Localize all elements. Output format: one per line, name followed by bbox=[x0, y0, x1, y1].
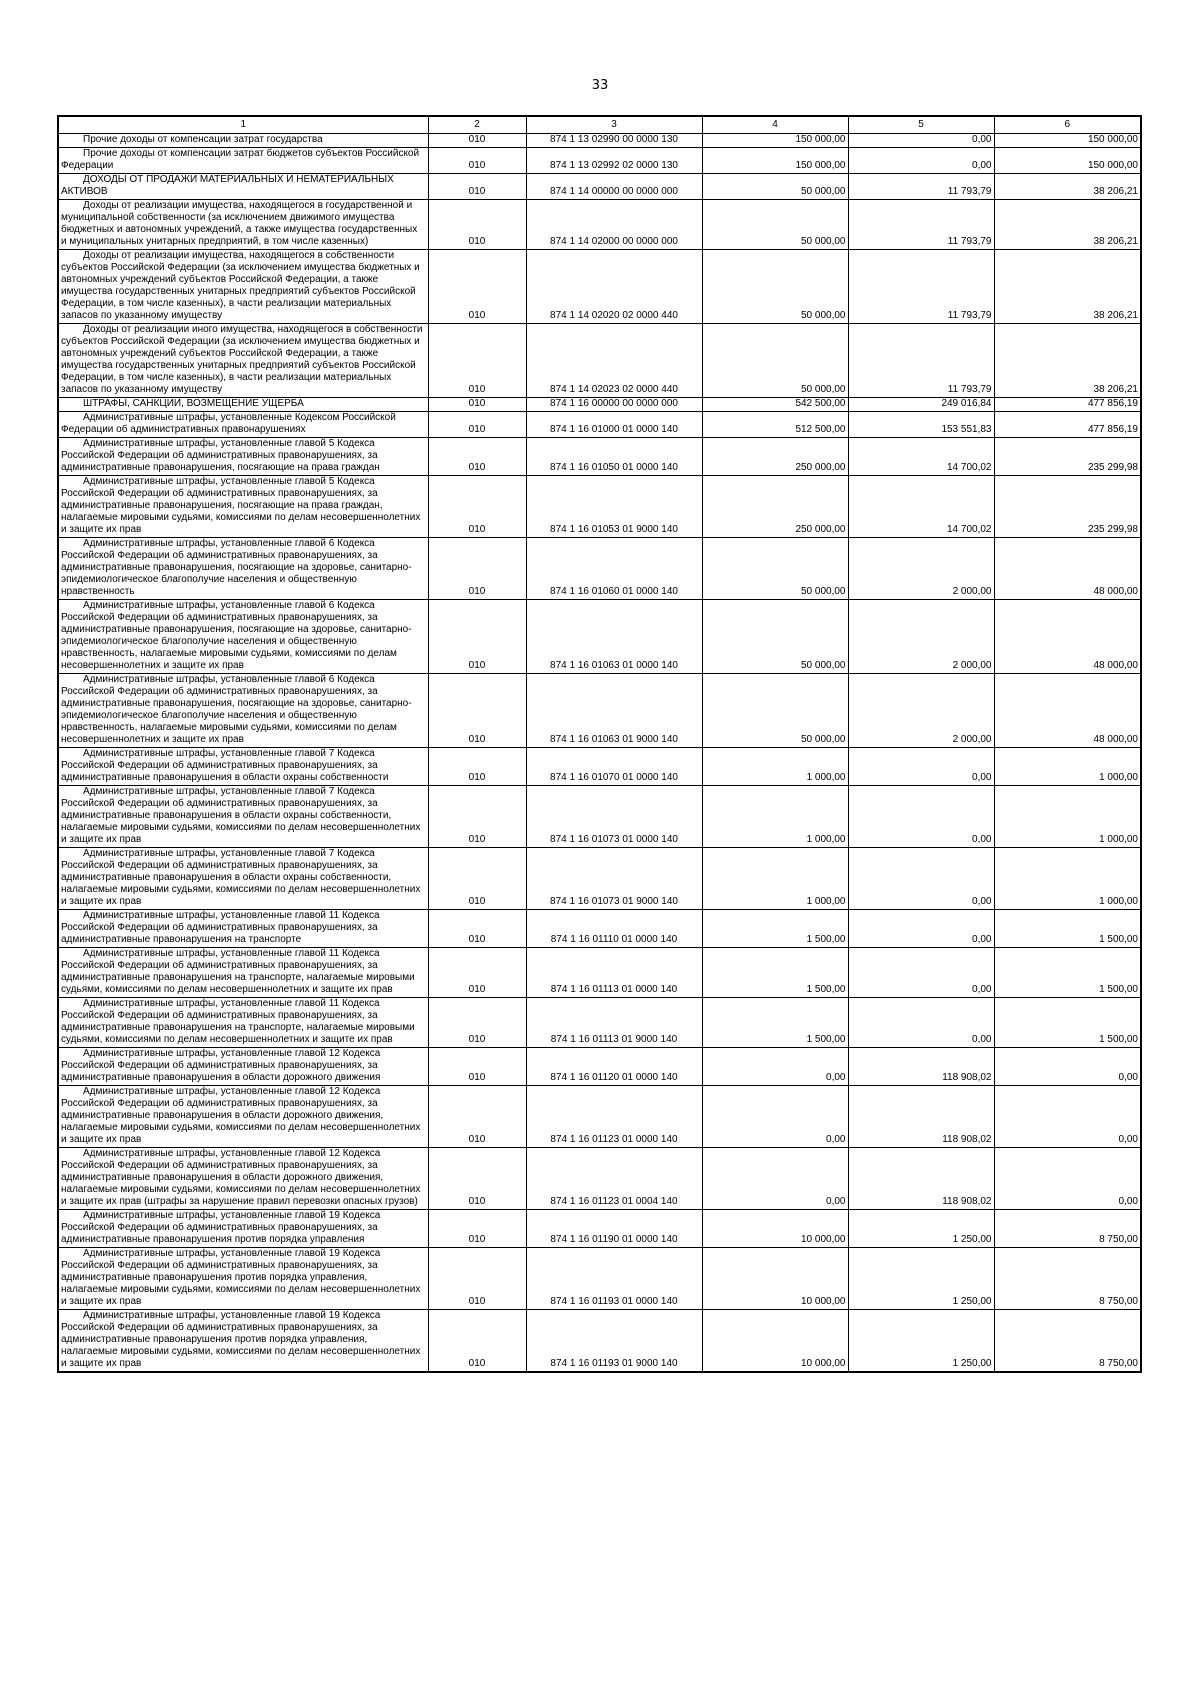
column-header: 2 bbox=[428, 116, 526, 134]
row-executed-cell: 14 700,02 bbox=[848, 438, 994, 476]
table-row bbox=[58, 948, 1141, 998]
row-approved-cell: 50 000,00 bbox=[702, 250, 848, 324]
revenue-table bbox=[57, 115, 1142, 1373]
table-row bbox=[58, 1310, 1141, 1373]
row-budget-code-cell: 874 1 13 02992 02 0000 130 bbox=[526, 148, 702, 174]
table-row bbox=[58, 1048, 1141, 1086]
row-name-cell: Прочие доходы от компенсации затрат государства bbox=[58, 134, 428, 148]
row-executed-cell: 0,00 bbox=[848, 786, 994, 848]
row-name-cell: Административные штрафы, установленные главой 5 Кодекса Российской Федерации об административных правонарушениях, за административные правонарушения, посягающие на права граждан bbox=[58, 438, 428, 476]
row-remaining-cell: 0,00 bbox=[994, 1086, 1141, 1148]
table-row bbox=[58, 786, 1141, 848]
row-remaining-cell: 48 000,00 bbox=[994, 538, 1141, 600]
row-executed-cell: 0,00 bbox=[848, 998, 994, 1048]
row-line-code-cell: 010 bbox=[428, 1310, 526, 1373]
row-approved-cell: 10 000,00 bbox=[702, 1310, 848, 1373]
row-remaining-cell: 8 750,00 bbox=[994, 1310, 1141, 1373]
row-executed-cell: 118 908,02 bbox=[848, 1048, 994, 1086]
row-executed-cell: 1 250,00 bbox=[848, 1310, 994, 1373]
table-row bbox=[58, 1148, 1141, 1210]
row-line-code-cell: 010 bbox=[428, 786, 526, 848]
row-approved-cell: 50 000,00 bbox=[702, 538, 848, 600]
row-name-cell: Административные штрафы, установленные главой 12 Кодекса Российской Федерации об административных правонарушениях, за административные правонарушения в области дорожного движения, налагаемые мировыми судьями, комиссиями по делам несовершеннолетних и защите их прав bbox=[58, 1086, 428, 1148]
row-line-code-cell: 010 bbox=[428, 148, 526, 174]
row-executed-cell: 2 000,00 bbox=[848, 674, 994, 748]
table-row bbox=[58, 600, 1141, 674]
row-executed-cell: 153 551,83 bbox=[848, 412, 994, 438]
row-budget-code-cell: 874 1 16 00000 00 0000 000 bbox=[526, 398, 702, 412]
table-header-row bbox=[58, 116, 1141, 134]
row-line-code-cell: 010 bbox=[428, 200, 526, 250]
row-budget-code-cell: 874 1 14 02023 02 0000 440 bbox=[526, 324, 702, 398]
row-executed-cell: 118 908,02 bbox=[848, 1086, 994, 1148]
row-line-code-cell: 010 bbox=[428, 1048, 526, 1086]
row-line-code-cell: 010 bbox=[428, 1148, 526, 1210]
row-approved-cell: 10 000,00 bbox=[702, 1210, 848, 1248]
table-row bbox=[58, 1086, 1141, 1148]
row-budget-code-cell: 874 1 16 01190 01 0000 140 bbox=[526, 1210, 702, 1248]
row-remaining-cell: 235 299,98 bbox=[994, 438, 1141, 476]
row-budget-code-cell: 874 1 16 01123 01 0000 140 bbox=[526, 1086, 702, 1148]
row-remaining-cell: 0,00 bbox=[994, 1148, 1141, 1210]
row-approved-cell: 1 500,00 bbox=[702, 998, 848, 1048]
row-executed-cell: 2 000,00 bbox=[848, 538, 994, 600]
column-header: 6 bbox=[994, 116, 1141, 134]
column-header: 3 bbox=[526, 116, 702, 134]
row-budget-code-cell: 874 1 16 01060 01 0000 140 bbox=[526, 538, 702, 600]
row-approved-cell: 1 500,00 bbox=[702, 910, 848, 948]
row-approved-cell: 50 000,00 bbox=[702, 600, 848, 674]
row-name-cell: Административные штрафы, установленные главой 11 Кодекса Российской Федерации об административных правонарушениях, за административные правонарушения на транспорте, налагаемые мировыми судьями, комиссиями по делам несовершеннолетних и защите их прав bbox=[58, 948, 428, 998]
row-name-cell: Административные штрафы, установленные главой 5 Кодекса Российской Федерации об административных правонарушениях, за административные правонарушения, посягающие на права граждан, налагаемые мировыми судьями, комиссиями по делам несовершеннолетних и защите их прав bbox=[58, 476, 428, 538]
row-approved-cell: 542 500,00 bbox=[702, 398, 848, 412]
row-approved-cell: 1 500,00 bbox=[702, 948, 848, 998]
row-approved-cell: 250 000,00 bbox=[702, 476, 848, 538]
row-approved-cell: 250 000,00 bbox=[702, 438, 848, 476]
table-row bbox=[58, 476, 1141, 538]
row-remaining-cell: 0,00 bbox=[994, 1048, 1141, 1086]
table-row bbox=[58, 1210, 1141, 1248]
row-name-cell: Административные штрафы, установленные главой 19 Кодекса Российской Федерации об административных правонарушениях, за административные правонарушения против порядка управления, налагаемые мировыми судьями, комиссиями по делам несовершеннолетних и защите их прав bbox=[58, 1248, 428, 1310]
row-name-cell: Административные штрафы, установленные главой 6 Кодекса Российской Федерации об административных правонарушениях, за административные правонарушения, посягающие на здоровье, санитарно-эпидемиологическое благополучие населения и общественную нравственность, налагаемые мировыми судьями, комиссиями по делам несовершеннолетних и защите их прав bbox=[58, 674, 428, 748]
row-name-cell: Административные штрафы, установленные главой 12 Кодекса Российской Федерации об административных правонарушениях, за административные правонарушения в области дорожного движения, налагаемые мировыми судьями, комиссиями по делам несовершеннолетних и защите их прав (штрафы за нарушение правил перевозки опасных грузов) bbox=[58, 1148, 428, 1210]
row-budget-code-cell: 874 1 16 01070 01 0000 140 bbox=[526, 748, 702, 786]
row-executed-cell: 1 250,00 bbox=[848, 1210, 994, 1248]
row-executed-cell: 249 016,84 bbox=[848, 398, 994, 412]
table-row bbox=[58, 1248, 1141, 1310]
row-approved-cell: 150 000,00 bbox=[702, 148, 848, 174]
row-approved-cell: 1 000,00 bbox=[702, 748, 848, 786]
row-line-code-cell: 010 bbox=[428, 600, 526, 674]
row-line-code-cell: 010 bbox=[428, 1210, 526, 1248]
column-header: 5 bbox=[848, 116, 994, 134]
row-approved-cell: 150 000,00 bbox=[702, 134, 848, 148]
row-remaining-cell: 477 856,19 bbox=[994, 398, 1141, 412]
table-row bbox=[58, 250, 1141, 324]
row-approved-cell: 50 000,00 bbox=[702, 324, 848, 398]
row-name-cell: Административные штрафы, установленные главой 7 Кодекса Российской Федерации об административных правонарушениях, за административные правонарушения в области охраны собственности, налагаемые мировыми судьями, комиссиями по делам несовершеннолетних и защите их прав bbox=[58, 786, 428, 848]
row-budget-code-cell: 874 1 14 02000 00 0000 000 bbox=[526, 200, 702, 250]
row-name-cell: Административные штрафы, установленные главой 11 Кодекса Российской Федерации об административных правонарушениях, за административные правонарушения на транспорте, налагаемые мировыми судьями, комиссиями по делам несовершеннолетних и защите их прав bbox=[58, 998, 428, 1048]
row-line-code-cell: 010 bbox=[428, 948, 526, 998]
row-line-code-cell: 010 bbox=[428, 998, 526, 1048]
row-line-code-cell: 010 bbox=[428, 848, 526, 910]
row-executed-cell: 0,00 bbox=[848, 748, 994, 786]
row-budget-code-cell: 874 1 16 01000 01 0000 140 bbox=[526, 412, 702, 438]
row-approved-cell: 1 000,00 bbox=[702, 848, 848, 910]
row-budget-code-cell: 874 1 16 01073 01 9000 140 bbox=[526, 848, 702, 910]
row-name-cell: Административные штрафы, установленные главой 6 Кодекса Российской Федерации об административных правонарушениях, за административные правонарушения, посягающие на здоровье, санитарно-эпидемиологическое благополучие населения и общественную нравственность bbox=[58, 538, 428, 600]
table-row bbox=[58, 398, 1141, 412]
row-executed-cell: 11 793,79 bbox=[848, 324, 994, 398]
table-row bbox=[58, 538, 1141, 600]
row-line-code-cell: 010 bbox=[428, 134, 526, 148]
row-executed-cell: 11 793,79 bbox=[848, 250, 994, 324]
row-remaining-cell: 150 000,00 bbox=[994, 148, 1141, 174]
row-remaining-cell: 1 500,00 bbox=[994, 910, 1141, 948]
row-line-code-cell: 010 bbox=[428, 748, 526, 786]
table-row bbox=[58, 200, 1141, 250]
row-executed-cell: 0,00 bbox=[848, 910, 994, 948]
row-line-code-cell: 010 bbox=[428, 1086, 526, 1148]
row-executed-cell: 0,00 bbox=[848, 948, 994, 998]
row-name-cell: Доходы от реализации имущества, находящегося в собственности субъектов Российской Федерации (за исключением имущества бюджетных и автономных учреждений субъектов Российской Федерации, а также имущества государственных унитарных предприятий субъектов Российской Федерации, в том числе казенных), в части реализации материальных запасов по указанному имуществу bbox=[58, 250, 428, 324]
row-remaining-cell: 1 000,00 bbox=[994, 786, 1141, 848]
table-row bbox=[58, 998, 1141, 1048]
row-line-code-cell: 010 bbox=[428, 412, 526, 438]
row-line-code-cell: 010 bbox=[428, 538, 526, 600]
table-row bbox=[58, 412, 1141, 438]
row-line-code-cell: 010 bbox=[428, 476, 526, 538]
row-remaining-cell: 38 206,21 bbox=[994, 200, 1141, 250]
row-budget-code-cell: 874 1 16 01053 01 9000 140 bbox=[526, 476, 702, 538]
row-executed-cell: 1 250,00 bbox=[848, 1248, 994, 1310]
row-remaining-cell: 1 500,00 bbox=[994, 948, 1141, 998]
row-approved-cell: 50 000,00 bbox=[702, 200, 848, 250]
row-remaining-cell: 38 206,21 bbox=[994, 174, 1141, 200]
row-budget-code-cell: 874 1 16 01110 01 0000 140 bbox=[526, 910, 702, 948]
row-executed-cell: 118 908,02 bbox=[848, 1148, 994, 1210]
row-name-cell: Административные штрафы, установленные главой 19 Кодекса Российской Федерации об административных правонарушениях, за административные правонарушения против порядка управления, налагаемые мировыми судьями, комиссиями по делам несовершеннолетних и защите их прав bbox=[58, 1310, 428, 1373]
table-row bbox=[58, 910, 1141, 948]
row-remaining-cell: 38 206,21 bbox=[994, 324, 1141, 398]
row-line-code-cell: 010 bbox=[428, 910, 526, 948]
row-remaining-cell: 48 000,00 bbox=[994, 600, 1141, 674]
row-approved-cell: 50 000,00 bbox=[702, 674, 848, 748]
row-budget-code-cell: 874 1 16 01073 01 0000 140 bbox=[526, 786, 702, 848]
row-approved-cell: 1 000,00 bbox=[702, 786, 848, 848]
row-budget-code-cell: 874 1 14 00000 00 0000 000 bbox=[526, 174, 702, 200]
row-line-code-cell: 010 bbox=[428, 174, 526, 200]
row-line-code-cell: 010 bbox=[428, 438, 526, 476]
row-line-code-cell: 010 bbox=[428, 674, 526, 748]
row-executed-cell: 0,00 bbox=[848, 148, 994, 174]
row-name-cell: Административные штрафы, установленные главой 7 Кодекса Российской Федерации об административных правонарушениях, за административные правонарушения в области охраны собственности bbox=[58, 748, 428, 786]
page-number: 33 bbox=[591, 78, 609, 93]
row-approved-cell: 50 000,00 bbox=[702, 174, 848, 200]
row-name-cell: Административные штрафы, установленные главой 6 Кодекса Российской Федерации об административных правонарушениях, за административные правонарушения, посягающие на здоровье, санитарно-эпидемиологическое благополучие населения и общественную нравственность, налагаемые мировыми судьями, комиссиями по делам несовершеннолетних и защите их прав bbox=[58, 600, 428, 674]
row-approved-cell: 10 000,00 bbox=[702, 1248, 848, 1310]
row-name-cell: ШТРАФЫ, САНКЦИИ, ВОЗМЕЩЕНИЕ УЩЕРБА bbox=[58, 398, 428, 412]
row-line-code-cell: 010 bbox=[428, 398, 526, 412]
row-budget-code-cell: 874 1 16 01050 01 0000 140 bbox=[526, 438, 702, 476]
row-budget-code-cell: 874 1 16 01063 01 0000 140 bbox=[526, 600, 702, 674]
row-line-code-cell: 010 bbox=[428, 250, 526, 324]
row-remaining-cell: 1 000,00 bbox=[994, 848, 1141, 910]
row-name-cell: Административные штрафы, установленные Кодексом Российской Федерации об административных правонарушениях bbox=[58, 412, 428, 438]
row-executed-cell: 0,00 bbox=[848, 134, 994, 148]
table-row bbox=[58, 148, 1141, 174]
row-approved-cell: 0,00 bbox=[702, 1148, 848, 1210]
row-budget-code-cell: 874 1 16 01063 01 9000 140 bbox=[526, 674, 702, 748]
table-body bbox=[58, 134, 1141, 1373]
table-row bbox=[58, 324, 1141, 398]
row-name-cell: ДОХОДЫ ОТ ПРОДАЖИ МАТЕРИАЛЬНЫХ И НЕМАТЕРИАЛЬНЫХ АКТИВОВ bbox=[58, 174, 428, 200]
row-budget-code-cell: 874 1 14 02020 02 0000 440 bbox=[526, 250, 702, 324]
row-name-cell: Доходы от реализации иного имущества, находящегося в собственности субъектов Российской Федерации (за исключением имущества бюджетных и автономных учреждений субъектов Российской Федерации, а также имущества государственных унитарных предприятий субъектов Российской Федерации, в том числе казенных), в части реализации материальных запасов по указанному имуществу bbox=[58, 324, 428, 398]
table-row bbox=[58, 674, 1141, 748]
row-remaining-cell: 38 206,21 bbox=[994, 250, 1141, 324]
row-executed-cell: 2 000,00 bbox=[848, 600, 994, 674]
row-name-cell: Административные штрафы, установленные главой 7 Кодекса Российской Федерации об административных правонарушениях, за административные правонарушения в области охраны собственности, налагаемые мировыми судьями, комиссиями по делам несовершеннолетних и защите их прав bbox=[58, 848, 428, 910]
row-remaining-cell: 1 500,00 bbox=[994, 998, 1141, 1048]
table-row bbox=[58, 748, 1141, 786]
row-budget-code-cell: 874 1 16 01113 01 9000 140 bbox=[526, 998, 702, 1048]
row-remaining-cell: 48 000,00 bbox=[994, 674, 1141, 748]
row-line-code-cell: 010 bbox=[428, 324, 526, 398]
row-remaining-cell: 1 000,00 bbox=[994, 748, 1141, 786]
row-approved-cell: 0,00 bbox=[702, 1086, 848, 1148]
table-row bbox=[58, 174, 1141, 200]
row-remaining-cell: 150 000,00 bbox=[994, 134, 1141, 148]
row-approved-cell: 512 500,00 bbox=[702, 412, 848, 438]
row-name-cell: Прочие доходы от компенсации затрат бюджетов субъектов Российской Федерации bbox=[58, 148, 428, 174]
row-budget-code-cell: 874 1 16 01193 01 9000 140 bbox=[526, 1310, 702, 1373]
row-remaining-cell: 8 750,00 bbox=[994, 1248, 1141, 1310]
row-budget-code-cell: 874 1 16 01193 01 0000 140 bbox=[526, 1248, 702, 1310]
column-header: 1 bbox=[58, 116, 428, 134]
row-remaining-cell: 235 299,98 bbox=[994, 476, 1141, 538]
row-budget-code-cell: 874 1 16 01120 01 0000 140 bbox=[526, 1048, 702, 1086]
row-line-code-cell: 010 bbox=[428, 1248, 526, 1310]
row-executed-cell: 0,00 bbox=[848, 848, 994, 910]
column-header: 4 bbox=[702, 116, 848, 134]
table-row bbox=[58, 134, 1141, 148]
row-name-cell: Доходы от реализации имущества, находящегося в государственной и муниципальной собственности (за исключением движимого имущества бюджетных и автономных учреждений, а также имущества государственных и муниципальных унитарных предприятий, в том числе казенных) bbox=[58, 200, 428, 250]
row-executed-cell: 11 793,79 bbox=[848, 174, 994, 200]
row-name-cell: Административные штрафы, установленные главой 19 Кодекса Российской Федерации об административных правонарушениях, за административные правонарушения против порядка управления bbox=[58, 1210, 428, 1248]
row-approved-cell: 0,00 bbox=[702, 1048, 848, 1086]
row-executed-cell: 14 700,02 bbox=[848, 476, 994, 538]
row-budget-code-cell: 874 1 13 02990 00 0000 130 bbox=[526, 134, 702, 148]
row-remaining-cell: 8 750,00 bbox=[994, 1210, 1141, 1248]
table-row bbox=[58, 848, 1141, 910]
row-remaining-cell: 477 856,19 bbox=[994, 412, 1141, 438]
row-name-cell: Административные штрафы, установленные главой 11 Кодекса Российской Федерации об административных правонарушениях, за административные правонарушения на транспорте bbox=[58, 910, 428, 948]
row-budget-code-cell: 874 1 16 01123 01 0004 140 bbox=[526, 1148, 702, 1210]
row-name-cell: Административные штрафы, установленные главой 12 Кодекса Российской Федерации об административных правонарушениях, за административные правонарушения в области дорожного движения bbox=[58, 1048, 428, 1086]
row-budget-code-cell: 874 1 16 01113 01 0000 140 bbox=[526, 948, 702, 998]
row-executed-cell: 11 793,79 bbox=[848, 200, 994, 250]
table-row bbox=[58, 438, 1141, 476]
